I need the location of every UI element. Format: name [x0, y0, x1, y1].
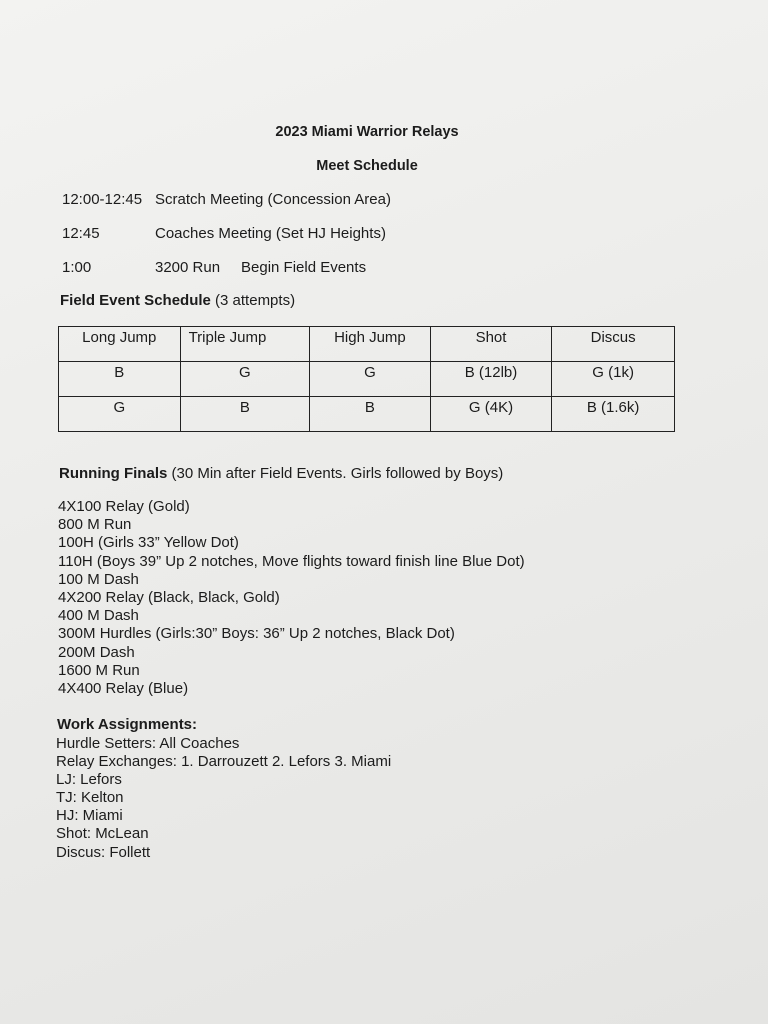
schedule-event-secondary: Begin Field Events	[241, 259, 367, 276]
table-cell: B (1.6k)	[552, 397, 675, 432]
field-event-heading-note: (3 attempts)	[210, 292, 296, 309]
list-item: 200M Dash	[58, 643, 135, 661]
document-subtitle: Meet Schedule	[316, 158, 418, 174]
table-header-cell: Triple Jump	[180, 327, 310, 362]
list-item: 100H (Girls 33” Yellow Dot)	[58, 534, 239, 552]
list-item: HJ: Miami	[56, 807, 123, 825]
table-cell: B	[180, 397, 310, 432]
work-assignments-heading: Work Assignments:	[57, 716, 198, 733]
list-item: 1600 M Run	[58, 661, 140, 679]
list-item: 400 M Dash	[58, 607, 139, 625]
schedule-row	[62, 259, 366, 276]
table-header-row	[59, 327, 675, 362]
list-item: TJ: Kelton	[56, 789, 124, 807]
table-row	[59, 362, 675, 397]
list-item: 110H (Boys 39” Up 2 notches, Move flights toward finish line Blue Dot)	[58, 552, 525, 570]
running-finals-heading	[59, 465, 503, 482]
table-header-cell: Long Jump	[59, 327, 181, 362]
list-item: 4X400 Relay (Blue)	[58, 680, 189, 698]
table-cell: B	[310, 397, 431, 432]
schedule-time: 12:45	[62, 225, 100, 242]
table-header-cell: Discus	[552, 327, 675, 362]
list-item: Discus: Follett	[56, 843, 151, 861]
list-item: Hurdle Setters: All Coaches	[56, 735, 240, 752]
schedule-row	[62, 225, 386, 242]
running-finals-heading-note: (30 Min after Field Events. Girls followed by Boys)	[167, 465, 504, 482]
table-header-cell: High Jump	[310, 327, 431, 362]
table-cell: G (1k)	[552, 362, 675, 397]
running-finals-heading-bold: Running Finals	[59, 465, 168, 482]
table-cell: G	[59, 397, 181, 432]
schedule-time: 1:00	[62, 259, 92, 276]
table-cell: G	[180, 362, 310, 397]
list-item: 4X100 Relay (Gold)	[58, 498, 190, 515]
field-event-heading-bold: Field Event Schedule	[60, 292, 211, 309]
work-assignments-list	[56, 735, 391, 862]
table-cell: G	[310, 362, 431, 397]
running-events-list	[58, 498, 525, 698]
list-item: 4X200 Relay (Black, Black, Gold)	[58, 589, 280, 607]
list-item: 100 M Dash	[58, 570, 139, 588]
list-item: 300M Hurdles (Girls:30” Boys: 36” Up 2 notches, Black Dot)	[58, 625, 455, 643]
schedule-event: Scratch Meeting (Concession Area)	[155, 191, 391, 208]
document-title: 2023 Miami Warrior Relays	[275, 124, 459, 140]
field-event-heading	[60, 292, 295, 309]
field-event-table	[58, 326, 675, 432]
schedule-event: Coaches Meeting (Set HJ Heights)	[155, 225, 386, 242]
schedule-event: 3200 Run	[155, 259, 221, 276]
list-item: 800 M Run	[58, 516, 132, 534]
table-header-cell: Shot	[430, 327, 552, 362]
schedule-row	[62, 191, 391, 208]
list-item: LJ: Lefors	[56, 771, 122, 789]
table-cell: B (12lb)	[430, 362, 552, 397]
table-cell: B	[59, 362, 181, 397]
table-row	[59, 397, 675, 432]
schedule-time: 12:00-12:45	[62, 191, 143, 208]
table-cell: G (4K)	[430, 397, 552, 432]
list-item: Shot: McLean	[56, 825, 149, 843]
list-item: Relay Exchanges: 1. Darrouzett 2. Lefors 3. Miami	[56, 753, 392, 771]
